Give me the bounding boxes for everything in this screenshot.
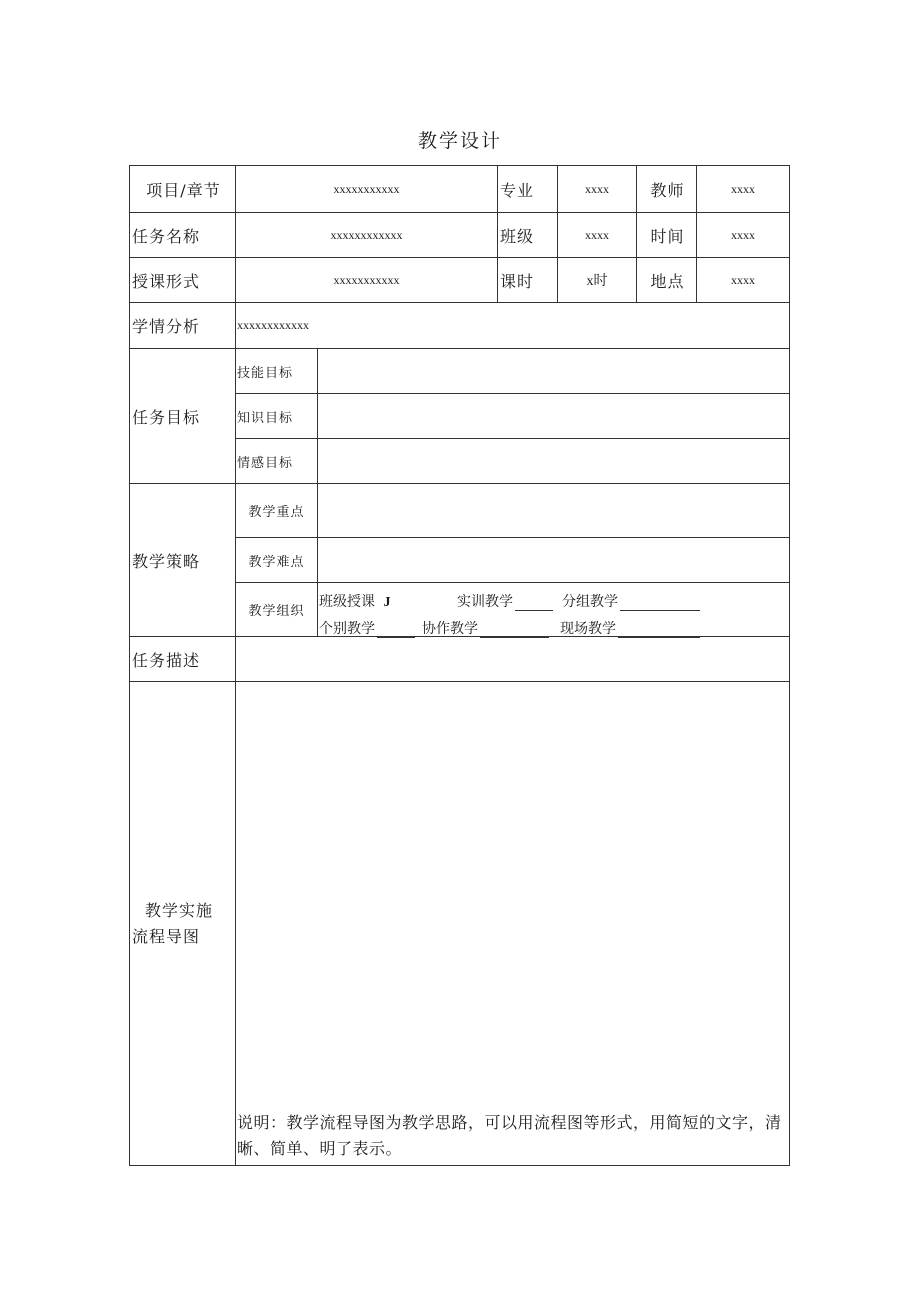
value-teacher[interactable]: xxxx [696, 165, 790, 213]
label-task-description: 任务描述 [129, 636, 236, 682]
value-teaching-form[interactable]: xxxxxxxxxxx [235, 257, 498, 303]
label-learner-analysis: 学情分析 [129, 302, 236, 349]
blank-line [515, 610, 553, 611]
value-class-hours[interactable]: x时 [557, 257, 637, 303]
label-skill-goal: 技能目标 [235, 348, 318, 394]
field-emotion-goal[interactable] [317, 438, 790, 484]
label-flow-diagram [129, 681, 236, 1166]
value-task-name[interactable]: xxxxxxxxxxxx [235, 212, 498, 258]
label-organization: 教学组织 [235, 582, 318, 637]
field-difficult-points[interactable] [317, 537, 790, 583]
org-option-group-teaching[interactable] [562, 591, 702, 611]
value-learner-analysis[interactable]: xxxxxxxxxxxx [235, 302, 790, 349]
label-project-chapter: 项目/章节 [129, 165, 236, 213]
label-key-points: 教学重点 [235, 483, 318, 538]
field-skill-goal[interactable] [317, 348, 790, 394]
label-difficult-points: 教学难点 [235, 537, 318, 583]
value-time[interactable]: xxxx [696, 212, 790, 258]
org-label: 实训教学 [457, 594, 513, 610]
label-class-hours: 课时 [497, 257, 558, 303]
page-title: 教学设计 [417, 130, 502, 152]
field-knowledge-goal[interactable] [317, 393, 790, 439]
org-label: 协作教学 [422, 621, 478, 637]
blank-line [620, 610, 700, 611]
label-class: 班级 [497, 212, 558, 258]
org-label: 现场教学 [560, 621, 616, 637]
check-mark: J [383, 595, 391, 610]
org-option-class-teaching[interactable] [319, 591, 390, 611]
label-teaching-strategy: 教学策略 [129, 483, 236, 637]
label-place: 地点 [636, 257, 697, 303]
org-option-individual-teaching[interactable] [319, 618, 417, 638]
field-task-description[interactable] [235, 636, 790, 682]
label-teaching-form: 授课形式 [129, 257, 236, 303]
label-time: 时间 [636, 212, 697, 258]
flow-note: 说明：教学流程导图为教学思路，可以用流程图等形式，用简短的文字，清晰、简单、明了表示。 [237, 1113, 782, 1158]
org-option-cooperative-teaching[interactable] [422, 618, 551, 638]
label-task-goals: 任务目标 [129, 348, 236, 484]
flow-label-line2: 流程导图 [132, 926, 201, 946]
label-major: 专业 [497, 165, 558, 213]
label-task-name: 任务名称 [129, 212, 236, 258]
value-major[interactable]: xxxx [557, 165, 637, 213]
org-label: 班级授课 [319, 594, 375, 610]
org-option-practical-training[interactable] [457, 591, 555, 611]
label-knowledge-goal: 知识目标 [235, 393, 318, 439]
value-class[interactable]: xxxx [557, 212, 637, 258]
org-label: 个别教学 [319, 621, 375, 637]
field-key-points[interactable] [317, 483, 790, 538]
field-flow-diagram[interactable] [235, 681, 790, 1166]
label-teacher: 教师 [636, 165, 697, 213]
org-label: 分组教学 [562, 594, 618, 610]
value-place[interactable]: xxxx [696, 257, 790, 303]
flow-label-line1: 教学实施 [145, 900, 214, 920]
org-option-onsite-teaching[interactable] [560, 618, 702, 638]
label-emotion-goal: 情感目标 [235, 438, 318, 484]
value-project-chapter[interactable]: xxxxxxxxxxx [235, 165, 498, 213]
